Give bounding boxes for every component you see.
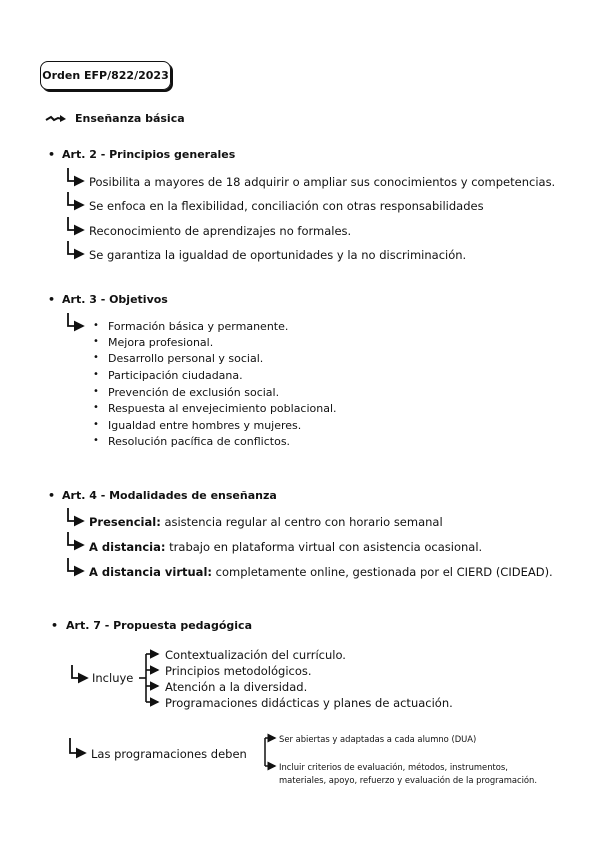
- art3-item: Igualdad entre hombres y mujeres.: [108, 419, 302, 432]
- section-arrow-icon: [46, 114, 68, 124]
- art4-item-label: Presencial:: [89, 515, 161, 529]
- arrow-icon: [67, 313, 89, 331]
- programaciones-item: Incluir criterios de evaluación, métodos, instrumentos,: [279, 762, 508, 772]
- art4-item-text: completamente online, gestionada por el CIERD (CIDEAD).: [215, 565, 553, 579]
- arrow-icon: [67, 168, 89, 186]
- art2-item: Se enfoca en la flexibilidad, conciliación con otras responsabilidades: [89, 199, 484, 213]
- art4-item: [89, 515, 443, 529]
- arrow-icon: [67, 508, 89, 526]
- programaciones-label: Las programaciones deben: [91, 747, 247, 761]
- art3-item: Mejora profesional.: [108, 336, 214, 349]
- art3-item: Resolución pacífica de conflictos.: [108, 435, 291, 448]
- arrow-icon: [67, 532, 89, 550]
- art4-title: Art. 4 - Modalidades de enseñanza: [62, 489, 277, 502]
- art2-item: Reconocimiento de aprendizajes no formales.: [89, 224, 352, 238]
- programaciones-item: materiales, apoyo, refuerzo y evaluación de la programación.: [279, 775, 538, 785]
- art4-item-text: asistencia regular al centro con horario semanal: [164, 515, 443, 529]
- incluye-item: Principios metodológicos.: [165, 664, 312, 678]
- art4-item-text: trabajo en plataforma virtual con asistencia ocasional.: [169, 540, 483, 554]
- arrow-icon: [69, 738, 91, 758]
- order-title: Orden EFP/822/2023: [40, 61, 171, 90]
- arrow-icon: [67, 558, 89, 576]
- art3-item: Participación ciudadana.: [108, 369, 243, 382]
- art3-item: Formación básica y permanente.: [108, 320, 289, 333]
- bracket-arrows-icon: [138, 650, 164, 708]
- bullet-dot: •: [51, 619, 59, 632]
- section-title: Enseñanza básica: [75, 112, 185, 125]
- art3-item: Respuesta al envejecimiento poblacional.: [108, 402, 337, 415]
- bullet-dot: •: [48, 293, 56, 306]
- art2-item: Se garantiza la igualdad de oportunidades y la no discriminación.: [89, 248, 467, 262]
- incluye-item: Contextualización del currículo.: [165, 648, 346, 662]
- bullet-dot: •: [48, 148, 56, 161]
- art4-item: [89, 565, 553, 579]
- art2-title: Art. 2 - Principios generales: [62, 148, 236, 161]
- incluye-item: Programaciones didácticas y planes de actuación.: [165, 696, 453, 710]
- programaciones-item: Ser abiertas y adaptadas a cada alumno (DUA): [279, 734, 477, 744]
- art4-item-label: A distancia virtual:: [89, 565, 212, 579]
- art3-item: Desarrollo personal y social.: [108, 352, 264, 365]
- arrow-icon: [71, 665, 93, 683]
- incluye-item: Atención a la diversidad.: [165, 680, 308, 694]
- arrow-icon: [67, 217, 89, 235]
- arrow-icon: [67, 241, 89, 259]
- art3-title: Art. 3 - Objetivos: [62, 293, 168, 306]
- art4-item: [89, 540, 482, 554]
- art7-title: Art. 7 - Propuesta pedagógica: [66, 619, 253, 632]
- incluye-label: Incluye: [92, 671, 134, 685]
- bullet-dot: •: [48, 489, 56, 502]
- art2-item: Posibilita a mayores de 18 adquirir o ampliar sus conocimientos y competencias.: [89, 175, 556, 189]
- art3-item: Prevención de exclusión social.: [108, 386, 280, 399]
- art4-item-label: A distancia:: [89, 540, 166, 554]
- arrow-icon: [67, 192, 89, 210]
